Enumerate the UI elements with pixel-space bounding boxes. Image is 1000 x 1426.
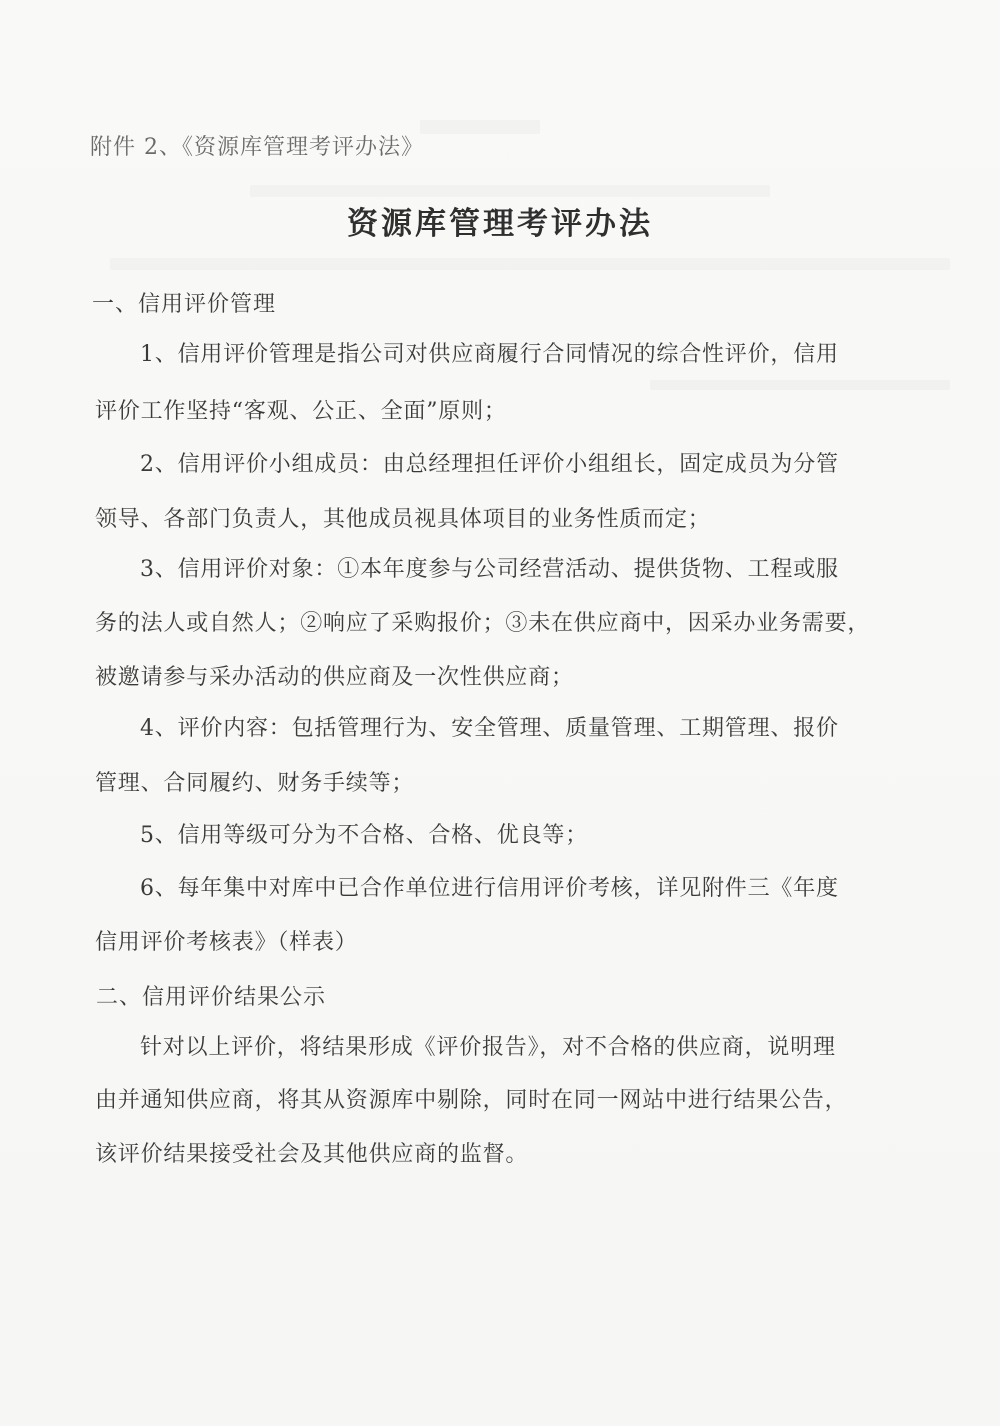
paragraph-line: 务的法人或自然人；②响应了采购报价；③未在供应商中，因采办业务需要， bbox=[95, 611, 871, 636]
section-heading-credit-evaluation: 一、信用评价管理 bbox=[92, 292, 277, 317]
document-title: 资源库管理考评办法 bbox=[347, 206, 653, 242]
paragraph-line: 该评价结果接受社会及其他供应商的监督。 bbox=[95, 1142, 529, 1167]
paragraph-line: 2、信用评价小组成员：由总经理担任评价小组组长，固定成员为分管 bbox=[140, 452, 839, 477]
scan-artifact bbox=[110, 258, 950, 270]
paragraph-line: 管理、合同履约、财务手续等； bbox=[95, 771, 415, 796]
paragraph-line: 被邀请参与采办活动的供应商及一次性供应商； bbox=[95, 665, 574, 690]
paragraph-line: 针对以上评价，将结果形成《评价报告》，对不合格的供应商，说明理 bbox=[140, 1035, 836, 1060]
paragraph-line: 4、评价内容：包括管理行为、安全管理、质量管理、工期管理、报价 bbox=[140, 716, 839, 741]
paragraph-line: 6、每年集中对库中已合作单位进行信用评价考核，详见附件三《年度 bbox=[140, 876, 839, 901]
paragraph-line: 5、信用等级可分为不合格、合格、优良等； bbox=[140, 823, 588, 848]
section-heading-result-publication: 二、信用评价结果公示 bbox=[96, 985, 327, 1010]
paragraph-line: 评价工作坚持“客观、公正、全面”原则； bbox=[95, 399, 507, 424]
paragraph-line: 由并通知供应商，将其从资源库中剔除，同时在同一网站中进行结果公告， bbox=[95, 1088, 848, 1113]
attachment-label: 附件 2、《资源库管理考评办法》 bbox=[90, 135, 424, 160]
scan-artifact bbox=[420, 120, 540, 134]
scan-artifact bbox=[250, 185, 770, 197]
paragraph-line: 领导、各部门负责人，其他成员视具体项目的业务性质而定； bbox=[95, 507, 711, 532]
paragraph-line: 信用评价考核表》（样表） bbox=[95, 930, 358, 955]
scan-artifact bbox=[650, 380, 950, 390]
paragraph-line: 3、信用评价对象：①本年度参与公司经营活动、提供货物、工程或服 bbox=[140, 557, 839, 582]
paragraph-line: 1、信用评价管理是指公司对供应商履行合同情况的综合性评价，信用 bbox=[140, 342, 839, 367]
